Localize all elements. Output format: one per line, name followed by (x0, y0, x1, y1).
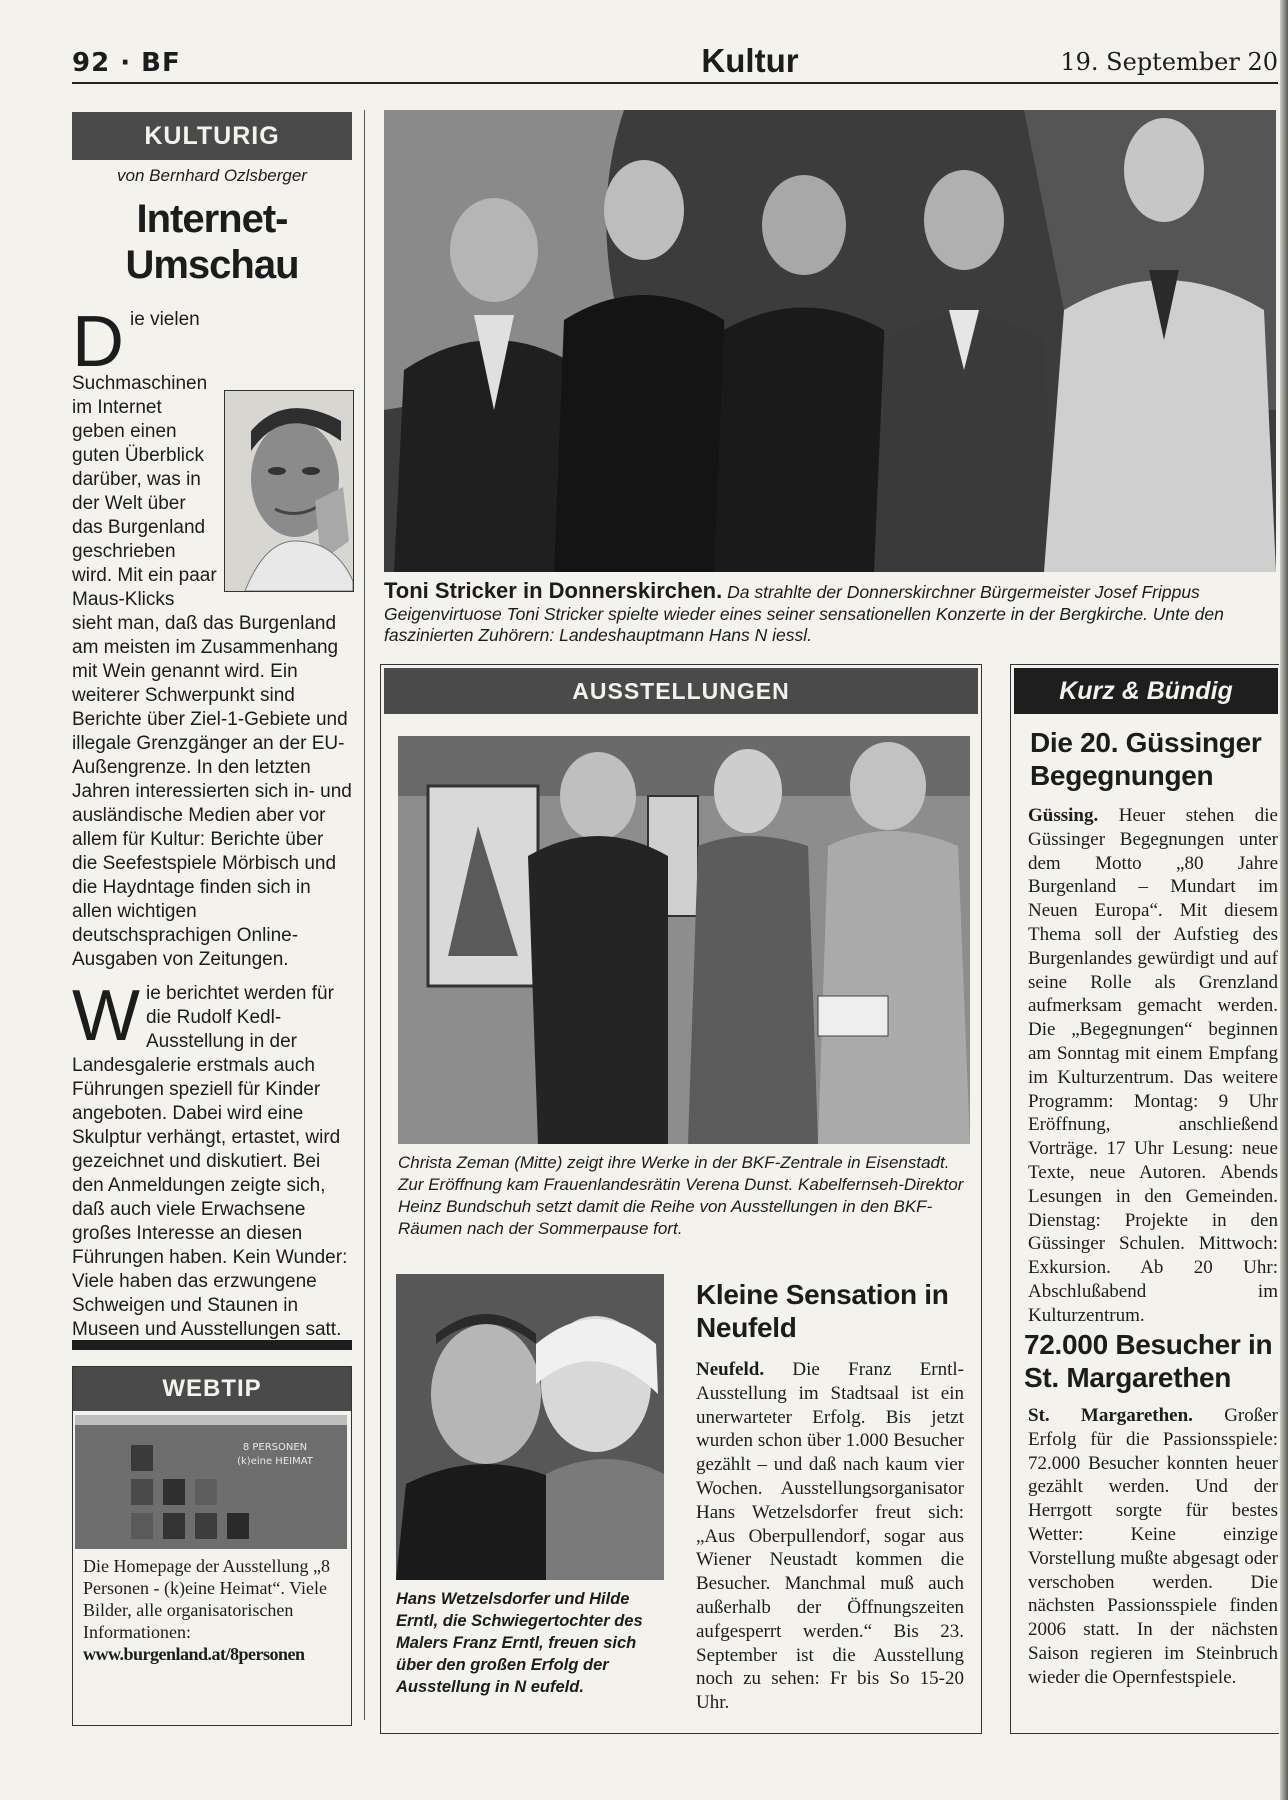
kulturig-paragraph-2 (72, 976, 352, 1342)
dropcap-d: D (72, 302, 124, 382)
top-story-photo (384, 110, 1276, 572)
column-title (72, 196, 352, 288)
neufeld-article (696, 1358, 964, 1715)
kulturig-article (72, 302, 352, 1342)
top-story-caption-text: Da strahlte der Donnerskirchner Bürgermeister Josef Frippus Geigenvirtuose Toni Stricker spielte wieder eines seiner sensationellen Konzerte in der Bergkirche. Unte den faszinierten Zuhörern: Landeshauptmann Hans N iessl. (384, 582, 1224, 645)
kurz-item1-text: Heuer stehen die Güssinger Begegnungen unter dem Motto „80 Jahre Burgenland – Mundart im Neuen Europa“. Mit diesem Thema soll der Aufstieg des Burgenlandes gewürdigt und auf seine Rolle als Grenzland aufmerksam gemacht werden. Die „Begegnungen“ beginnen am Sonntag mit einem Empfang im Kulturzentrum. Das weitere Programm: Montag: 9 Uhr Eröffnung, anschließend Vorträge. 17 Uhr Lesung: neue Texte, neue Autoren. Abends Lesungen in den Gemeinden. Dienstag: Projekte in den Güssinger Schulen. Mittwoch: Exkursion. Ab 20 Uhr: Abschlußabend im Kulturzentrum. (1028, 805, 1278, 1326)
kulturig-paragraph-2-text: ie berichtet werden für die Rudolf Kedl-Ausstellung in der Landesgalerie erstmals auch Führungen speziell für Kinder angeboten. Dabei wird eine Skulptur verhängt, ertastet, wird gezeichnet und diskutiert. Bei den Anmeldungen zeigte sich, daß auch viele Erwachsene großes Interesse an diesen Führungen haben. Kein Wunder: Viele haben das erzwungene Schweigen und Staunen in Museen und Ausstellungen satt. (72, 983, 348, 1340)
kurz-bar: Kurz & Bündig (1014, 668, 1278, 714)
webtip-url[interactable]: www.burgenland.at/8personen (83, 1644, 305, 1664)
exhibition-photo-image (398, 736, 970, 1144)
column-title-line1: Internet- (136, 197, 288, 241)
exhibition-photo-caption: Christa Zeman (Mitte) zeigt ihre Werke in der BKF-Zentrale in Eisenstadt. Zur Eröffnung kam Frauenlandesrätin Verena Dunst. Kabelfernseh-Direktor Heinz Bundschuh setzt damit die Reihe von Ausstellungen in den BKF-Räumen nach der Sommerpause fort. (398, 1153, 964, 1238)
kurz-item2-article (1028, 1404, 1278, 1690)
webtip-top-rule (72, 1340, 352, 1350)
ausstellungen-bar: AUSSTELLUNGEN (384, 668, 978, 714)
column-divider-left (364, 110, 365, 1720)
kulturig-bar: KULTURIG (72, 112, 352, 160)
top-story-caption (384, 580, 1276, 647)
webtip-box (72, 1366, 352, 1726)
section-title: Kultur (701, 42, 799, 79)
neufeld-headline: Kleine Sensation in Neufeld (696, 1279, 949, 1343)
exhibition-photo (398, 736, 970, 1144)
column-title-line2: Umschau (125, 243, 299, 287)
kurz-item1-lead: Güssing. (1028, 805, 1099, 826)
webtip-bar: WEBTIP (73, 1367, 351, 1411)
neufeld-photo (396, 1274, 664, 1580)
webtip-screenshot (75, 1415, 347, 1549)
neufeld-text: Die Franz Erntl-Ausstellung im Stadtsaal ist ein unerwarteter Erfolg. Bis jetzt wurden schon über 1.000 Besucher gezählt – und daß nach kaum vier Wochen. Ausstellungsorganisator Hans Wetzelsdorfer freut sich: „Aus Oberpullendorf, sogar aus Wiener Neustadt kommen die Besucher. Manchmal muß auch außerhalb der Öffnungszeiten aufgesperrt werden.“ Bis 23. September ist die Ausstellung noch zu sehen: Fr bis So 15-20 Uhr. (696, 1359, 965, 1714)
kurz-item2-headline: 72.000 Besucher in St. Margarethen (1024, 1329, 1273, 1393)
top-story-caption-lead: Toni Stricker in Donnerskirchen. (384, 578, 723, 603)
kurz-item1-headline: Die 20. Güssinger Begegnungen (1030, 727, 1262, 791)
webtip-site-title-1: 8 PERSONEN (242, 1442, 308, 1453)
kulturig-paragraph-1-text: ie vielen Suchmaschinen im Internet geben einen guten Überblick darüber, was in der Welt über das Burgenland geschrieben wird. Mit ein paar Maus-Klicks sieht man, daß das Burgenland am meisten im Zusammenhang mit Wein genannt wird. Ein weiterer Schwerpunkt sind Berichte über Ziel-1-Gebiete und illegale Grenzgänger an der EU-Außengrenze. In den letzten Jahren interessierten sich in- und ausländische Medien aber vor allem für Kultur: Berichte über die Seefestspiele Mörbisch und die Haydntage finden sich in allen wichtigen deutschsprachigen Online-Ausgaben von Zeitungen. (72, 309, 352, 970)
portrait-float-spacer (218, 308, 352, 598)
kurz-item2-lead: St. Margarethen. (1028, 1405, 1193, 1426)
neufeld-photo-caption: Hans Wetzelsdorfer und Hilde Erntl, die Schwiegertochter des Malers Franz Erntl, freuen sich über den großen Erfolg der Ausstellung in N eufeld. (396, 1590, 643, 1696)
webtip-caption (83, 1555, 343, 1665)
kurz-item1-article (1028, 804, 1278, 1328)
dropcap-w: W (72, 976, 140, 1056)
page-number: 92 · BF (72, 48, 181, 78)
webtip-caption-text: Die Homepage der Ausstellung „8 Personen - (k)eine Heimat“. Viele Bilder, alle organisatorischen Informationen: (83, 1556, 330, 1642)
byline: von Bernhard Ozlsberger (117, 166, 307, 185)
neufeld-lead: Neufeld. (696, 1359, 765, 1380)
group-photo-image (384, 110, 1276, 572)
webtip-thumbnail-grid (75, 1415, 347, 1549)
kurz-item2-text: Großer Erfolg für die Passionsspiele: 72.000 Besucher konnten heuer gezählt werden. Und der Herrgott sorgte für bestes Wetter: Keine einzige Vorstellung mußte abgesagt oder verschoben werden. Die nächsten Passionsspiele finden 2006 statt. In der nächsten Saison regieren im Steinbruch wieder die Opernfestspiele. (1028, 1405, 1278, 1688)
header-rule (72, 82, 1278, 84)
webtip-site-title-2: (k)eine HEIMAT (237, 1456, 313, 1467)
page-edge-shadow (1280, 0, 1288, 1800)
issue-date: 19. September 20 (1060, 48, 1278, 76)
neufeld-photo-image (396, 1274, 664, 1580)
